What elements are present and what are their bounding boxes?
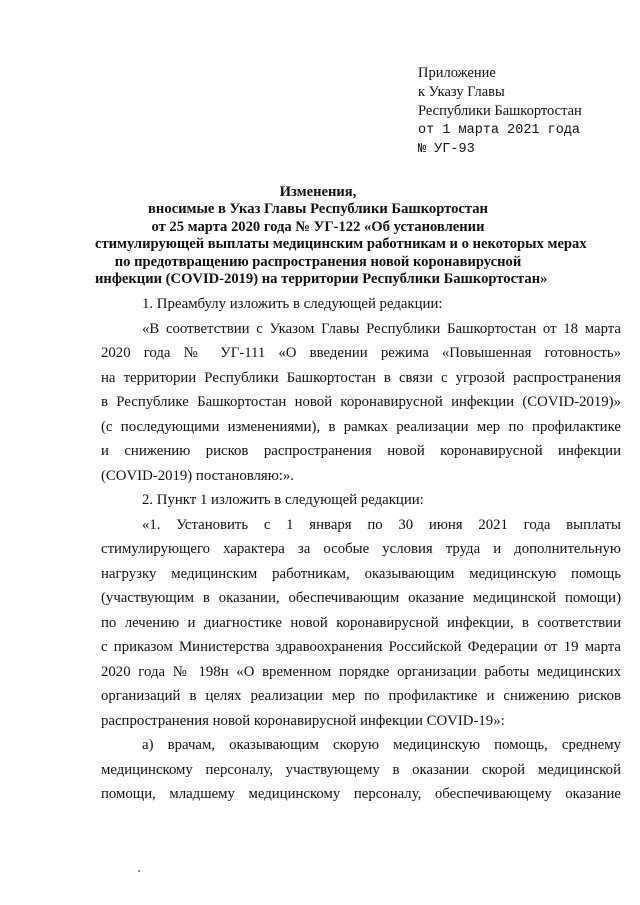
text-line: 2020 года № 198н «О временном порядке организации работы медицинских — [101, 663, 621, 680]
text-line: нагрузку медицинским работникам, оказывающим медицинскую помощь — [101, 565, 621, 582]
appendix-number: № УГ-93 — [418, 142, 475, 157]
text-line: стимулирующего характера за особые условия труда и дополнительную — [101, 541, 621, 557]
text-line: в Республике Башкортостан новой коронавирусной инфекции (COVID-2019)» — [101, 394, 621, 410]
paragraph-point-1 — [101, 513, 621, 734]
text-line: (COVID-2019) постановляю:». — [101, 467, 294, 484]
document-title — [95, 184, 587, 288]
text-line: 2020 года № УГ-111 «О введении режима «Повышенная готовность» — [101, 345, 621, 361]
title-line: по предотвращению распространения новой коронавирусной — [114, 253, 522, 270]
paragraph-subitem-a — [101, 733, 621, 807]
title-line: стимулирующей выплаты медицинским работникам и о некоторых мерах — [95, 236, 587, 253]
title-line: Изменения, — [279, 184, 357, 200]
document-body — [101, 292, 621, 807]
text-line: по лечению и диагностике новой коронавирусной инфекции, в соответствии — [101, 614, 621, 631]
text-line: медицинскому персоналу, участвующему в оказании скорой медицинской — [101, 761, 621, 778]
text-line: организаций в целях реализации мер по профилактике и снижению рисков — [101, 688, 621, 704]
appendix-date: от 1 марта 2021 года — [418, 123, 581, 138]
text-line: с приказом Министерства здравоохранения Российской Федерации от 19 марта — [101, 639, 621, 655]
title-line: от 25 марта 2020 года № УГ-122 «Об установлении — [151, 218, 485, 235]
appendix-line: Приложение — [418, 65, 496, 81]
text-line: и снижению рисков распространения новой коронавирусной инфекции — [101, 443, 621, 459]
text-line: (участвующим в оказании, обеспечивающим оказание медицинской помощи) — [101, 590, 621, 606]
paragraph-item-1: 1. Преамбулу изложить в следующей редакции: — [142, 296, 443, 312]
text-line: (с последующими изменениями), в рамках реализации мер по профилактике — [101, 418, 621, 435]
appendix-header — [418, 64, 628, 159]
appendix-line: Республики Башкортостан — [418, 103, 582, 119]
text-line: распространения новой коронавирусной инфекции COVID-19»: — [101, 712, 505, 729]
title-line: вносимые в Указ Главы Республики Башкортостан — [148, 201, 488, 218]
text-line: помощи, младшему медицинскому персоналу, обеспечивающему оказание — [101, 786, 621, 802]
text-line: «1. Установить с 1 января по 30 июня 2021 года выплаты — [142, 516, 621, 533]
appendix-line: к Указу Главы — [418, 84, 505, 100]
text-line: «В соответствии с Указом Главы Республики Башкортостан от 18 марта — [142, 320, 621, 337]
text-line: на территории Республики Башкортостан в связи с угрозой распространения — [101, 369, 621, 386]
paragraph-item-2: 2. Пункт 1 изложить в следующей редакции: — [142, 492, 424, 508]
scan-speck — [138, 870, 140, 872]
text-line: а) врачам, оказывающим скорую медицинскую помощь, среднему — [142, 737, 621, 753]
title-line: инфекции (COVID-2019) на территории Республики Башкортостан» — [95, 271, 548, 288]
paragraph-preamble — [101, 317, 621, 489]
